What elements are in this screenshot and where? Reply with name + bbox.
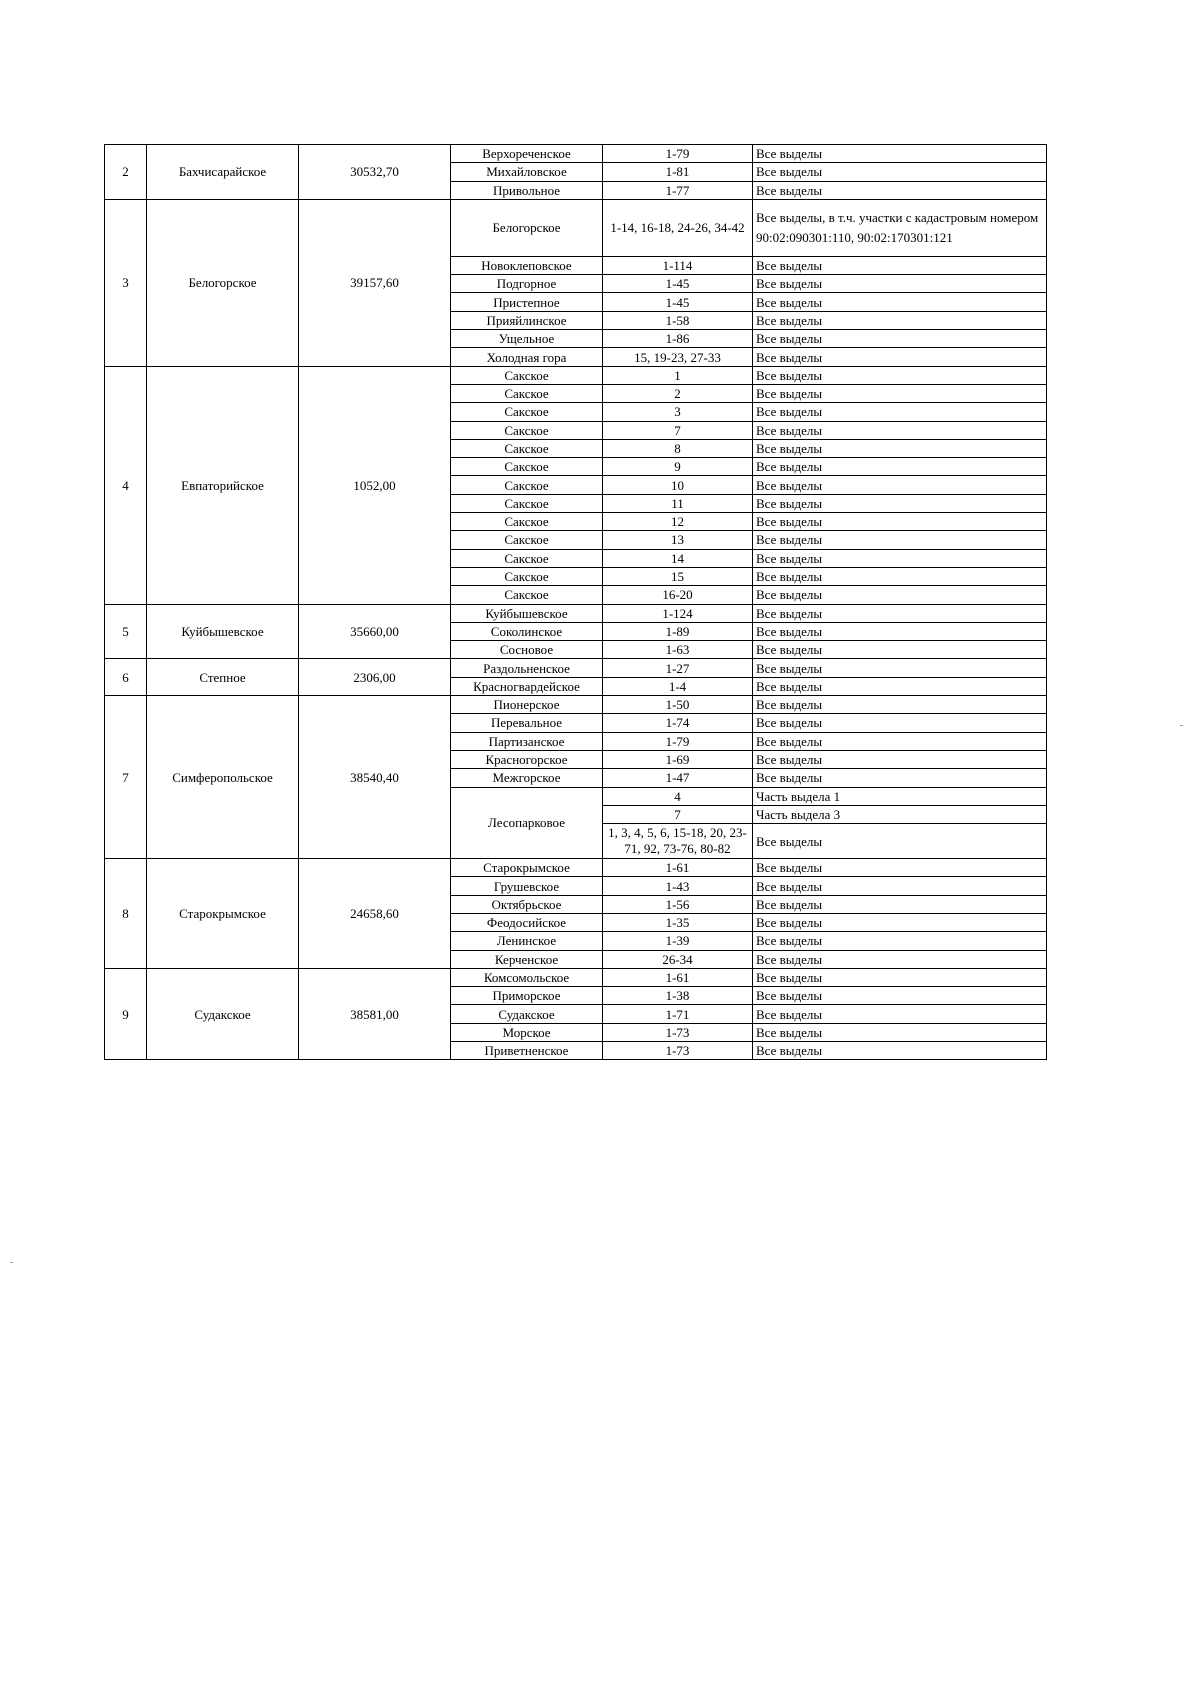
forestry-cell: Холодная гора [451,348,603,366]
quarters-cell: 15 [603,567,753,585]
quarters-cell: 3 [603,403,753,421]
forestry-cell: Верхореченское [451,145,603,163]
note-cell: Все выделы [753,163,1047,181]
forestry-cell: Сакское [451,439,603,457]
quarters-cell: 10 [603,476,753,494]
area-cell: 1052,00 [299,366,451,604]
note-cell: Все выделы [753,604,1047,622]
area-cell: 39157,60 [299,199,451,366]
forestry-cell: Лесопарковое [451,787,603,859]
quarters-cell: 1-69 [603,750,753,768]
note-cell: Все выделы [753,311,1047,329]
note-cell: Все выделы [753,330,1047,348]
forestry-cell: Пионерское [451,696,603,714]
note-cell: Все выделы [753,1042,1047,1060]
forestry-cell: Сакское [451,549,603,567]
forestry-cell: Морское [451,1023,603,1041]
row-number-cell: 4 [105,366,147,604]
quarters-cell: 11 [603,494,753,512]
district-cell: Куйбышевское [147,604,299,659]
note-cell: Все выделы [753,1023,1047,1041]
quarters-cell: 1-74 [603,714,753,732]
quarters-cell: 13 [603,531,753,549]
district-cell: Старокрымское [147,859,299,969]
forestry-cell: Судакское [451,1005,603,1023]
forestry-cell: Раздольненское [451,659,603,677]
note-cell: Все выделы [753,513,1047,531]
quarters-cell: 7 [603,805,753,823]
district-cell: Белогорское [147,199,299,366]
quarters-cell: 1-89 [603,622,753,640]
quarters-cell: 1-45 [603,293,753,311]
forestry-cell: Сакское [451,476,603,494]
quarters-cell: 1-61 [603,859,753,877]
area-cell: 35660,00 [299,604,451,659]
note-cell: Все выделы [753,696,1047,714]
quarters-cell: 1-114 [603,256,753,274]
row-number-cell: 8 [105,859,147,969]
quarters-cell: 1-27 [603,659,753,677]
quarters-cell: 1-81 [603,163,753,181]
forestry-cell: Подгорное [451,275,603,293]
quarters-cell: 1-79 [603,145,753,163]
row-number-cell: 9 [105,968,147,1059]
note-cell: Часть выдела 3 [753,805,1047,823]
note-cell: Все выделы [753,476,1047,494]
forestry-cell: Сакское [451,513,603,531]
table-row [105,968,1047,986]
quarters-cell: 1-4 [603,677,753,695]
forestry-cell: Сакское [451,567,603,585]
note-cell: Все выделы [753,531,1047,549]
note-cell: Все выделы [753,987,1047,1005]
area-cell: 30532,70 [299,145,451,200]
note-cell: Все выделы [753,714,1047,732]
table-row [105,859,1047,877]
note-cell: Все выделы [753,549,1047,567]
note-cell: Все выделы [753,586,1047,604]
quarters-cell: 1-73 [603,1042,753,1060]
forestry-cell: Приветненское [451,1042,603,1060]
row-number-cell: 3 [105,199,147,366]
note-cell: Все выделы [753,403,1047,421]
note-cell: Все выделы [753,567,1047,585]
forestry-cell: Красногорское [451,750,603,768]
forestry-table [104,144,1047,1060]
district-cell: Судакское [147,968,299,1059]
forestry-cell: Красногвардейское [451,677,603,695]
table-row [105,199,1047,256]
note-cell: Все выделы [753,932,1047,950]
forestry-cell: Новоклеповское [451,256,603,274]
quarters-cell: 1-45 [603,275,753,293]
quarters-cell: 1-14, 16-18, 24-26, 34-42 [603,199,753,256]
forestry-cell: Ленинское [451,932,603,950]
note-cell: Все выделы [753,732,1047,750]
forestry-cell: Приморское [451,987,603,1005]
note-cell: Все выделы [753,968,1047,986]
row-number-cell: 2 [105,145,147,200]
quarters-cell: 9 [603,458,753,476]
forestry-cell: Сосновое [451,641,603,659]
table-row [105,145,1047,163]
note-cell: Все выделы [753,859,1047,877]
forestry-cell: Октябрьское [451,895,603,913]
quarters-cell: 1-77 [603,181,753,199]
forestry-cell: Михайловское [451,163,603,181]
forestry-cell: Грушевское [451,877,603,895]
quarters-cell: 1-124 [603,604,753,622]
forestry-cell: Пристепное [451,293,603,311]
quarters-cell: 1-56 [603,895,753,913]
row-number-cell: 6 [105,659,147,696]
note-cell: Все выделы [753,877,1047,895]
forestry-cell: Сакское [451,366,603,384]
quarters-cell: 1-58 [603,311,753,329]
area-cell: 2306,00 [299,659,451,696]
quarters-cell: 1-79 [603,732,753,750]
quarters-cell: 1-50 [603,696,753,714]
note-cell: Все выделы [753,348,1047,366]
forestry-cell: Сакское [451,458,603,476]
forestry-cell: Белогорское [451,199,603,256]
forestry-cell: Перевальное [451,714,603,732]
note-cell: Все выделы [753,384,1047,402]
quarters-cell: 1 [603,366,753,384]
note-cell: Все выделы [753,421,1047,439]
note-cell: Все выделы [753,913,1047,931]
note-cell: Все выделы [753,181,1047,199]
quarters-cell: 4 [603,787,753,805]
note-cell: Все выделы [753,293,1047,311]
quarters-cell: 1-63 [603,641,753,659]
quarters-cell: 8 [603,439,753,457]
quarters-cell: 14 [603,549,753,567]
forestry-cell: Сакское [451,586,603,604]
row-number-cell: 7 [105,696,147,859]
note-cell: Все выделы [753,677,1047,695]
district-cell: Симферопольское [147,696,299,859]
forestry-cell: Феодосийское [451,913,603,931]
quarters-cell: 1-35 [603,913,753,931]
note-cell: Все выделы [753,950,1047,968]
forestry-cell: Партизанское [451,732,603,750]
note-cell: Все выделы [753,494,1047,512]
note-cell: Все выделы [753,641,1047,659]
quarters-cell: 2 [603,384,753,402]
note-cell: Все выделы [753,750,1047,768]
forestry-cell: Комсомольское [451,968,603,986]
quarters-cell: 1-47 [603,769,753,787]
note-cell: Все выделы [753,622,1047,640]
quarters-cell: 15, 19-23, 27-33 [603,348,753,366]
forestry-cell: Сакское [451,403,603,421]
note-cell: Все выделы [753,366,1047,384]
table-row [105,659,1047,677]
forestry-cell: Старокрымское [451,859,603,877]
note-cell: Все выделы [753,275,1047,293]
district-cell: Евпаторийское [147,366,299,604]
note-cell: Все выделы [753,1005,1047,1023]
forestry-cell: Соколинское [451,622,603,640]
note-cell: Все выделы [753,824,1047,859]
district-cell: Бахчисарайское [147,145,299,200]
district-cell: Степное [147,659,299,696]
note-cell: Все выделы [753,145,1047,163]
quarters-cell: 12 [603,513,753,531]
forestry-cell: Межгорское [451,769,603,787]
note-cell: Все выделы [753,458,1047,476]
quarters-cell: 1-73 [603,1023,753,1041]
note-cell: Все выделы, в т.ч. участки с кадастровым номером 90:02:090301:110, 90:02:170301:121 [753,199,1047,256]
scan-speck [1180,725,1183,726]
table-body [105,145,1047,1060]
scan-speck [10,1262,13,1263]
note-cell: Все выделы [753,659,1047,677]
quarters-cell: 26-34 [603,950,753,968]
note-cell: Все выделы [753,439,1047,457]
quarters-cell: 1-71 [603,1005,753,1023]
quarters-cell: 1-86 [603,330,753,348]
row-number-cell: 5 [105,604,147,659]
area-cell: 38540,40 [299,696,451,859]
forestry-cell: Прияйлинское [451,311,603,329]
quarters-cell: 1, 3, 4, 5, 6, 15-18, 20, 23-71, 92, 73-76, 80-82 [603,824,753,859]
note-cell: Все выделы [753,895,1047,913]
area-cell: 38581,00 [299,968,451,1059]
table-row [105,604,1047,622]
forestry-cell: Сакское [451,421,603,439]
quarters-cell: 1-43 [603,877,753,895]
table-row [105,696,1047,714]
forestry-cell: Сакское [451,494,603,512]
quarters-cell: 1-38 [603,987,753,1005]
note-cell: Все выделы [753,769,1047,787]
table-row [105,366,1047,384]
forestry-cell: Привольное [451,181,603,199]
quarters-cell: 1-39 [603,932,753,950]
forestry-cell: Ущельное [451,330,603,348]
forestry-cell: Сакское [451,531,603,549]
quarters-cell: 7 [603,421,753,439]
note-cell: Все выделы [753,256,1047,274]
forestry-cell: Керченское [451,950,603,968]
forestry-cell: Куйбышевское [451,604,603,622]
forestry-cell: Сакское [451,384,603,402]
quarters-cell: 1-61 [603,968,753,986]
note-cell: Часть выдела 1 [753,787,1047,805]
quarters-cell: 16-20 [603,586,753,604]
area-cell: 24658,60 [299,859,451,969]
